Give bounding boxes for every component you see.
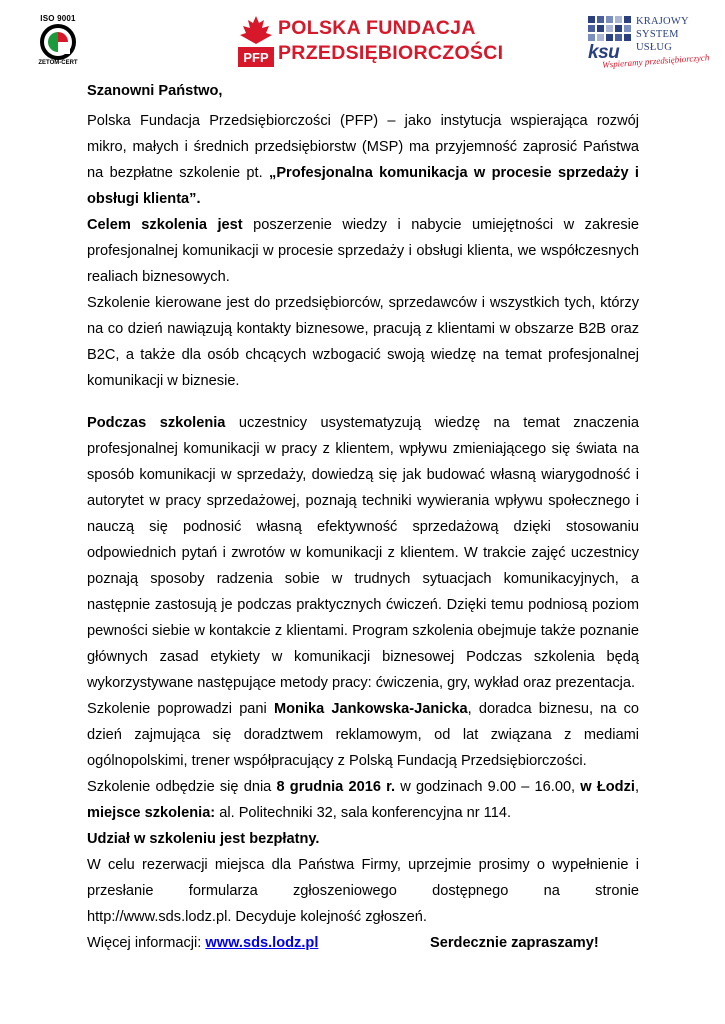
training-place: al. Politechniki 32, sala konferencyjna nr 114. [215,805,512,821]
paragraph-date-place [87,774,639,826]
ksu-word: ksu [588,42,620,63]
greeting-text: Szanowni Państwo, [87,83,223,99]
training-hours: w godzinach 9.00 – 16.00, [395,779,581,795]
program-label: Podczas szkolenia [87,415,226,431]
ksu-line1: KRAJOWY [636,16,689,27]
ksu-logo [588,16,708,72]
paragraph-goal [87,212,639,290]
iso-sub-label: ZETOM-CERT [38,60,78,66]
training-date: 8 grudnia 2016 r. [276,779,396,795]
place-label: miejsce szkolenia: [87,805,216,821]
registration-url-text: http://www.sds.lodz.pl. Decyduje kolejność zgłoszeń. [87,909,427,925]
training-title: „Profesjonalna komunikacja w procesie sprzedaży i obsługi klienta”. [87,165,639,207]
paragraph-program [87,410,639,696]
paragraph-registration-url [87,904,639,930]
ksu-line3: USŁUG [636,42,673,53]
ksu-squares-icon [588,16,632,42]
trainer-name: Monika Jankowska-Janicka [273,701,468,717]
more-info-label: Więcej informacji: [87,935,206,951]
intro-text: Polska Fundacja Przedsiębiorczości (PFP) – jako instytucja wspierająca rozwój mikro, małych i średnich przedsiębiorstw (MSP) ma przyjemność zaprosić Państwa na bezpłatne szkolenie pt. [87,113,639,181]
closing-text: Serdecznie zapraszamy! [430,935,599,951]
paragraph-trainer [87,696,639,774]
audience-text: Szkolenie kierowane jest do przedsiębiorców, sprzedawców i wszystkich tych, którzy na co dzień nawiązują kontakty biznesowe, pracują z klientami w obszarze B2B oraz B2C, a także dla osób chcących wzbogacić swoją wiedzę na temat profesjonalnej komunikacji w biznesie. [87,295,639,389]
free-notice: Udział w szkoleniu jest bezpłatny. [87,831,320,847]
paragraph-audience [87,290,639,394]
paragraph-registration [87,852,639,904]
greeting [87,78,639,104]
iso-certificate-logo [28,14,88,76]
pfp-logo [238,14,504,68]
pfp-mark-text: PFP [243,50,269,65]
trainer-bio: , doradca biznesu, na co dzień zajmująca się doradztwem reklamowym, od lat związana z mediami ogólnopolskimi, trener współpracujący z Polską Fundacją Przedsiębiorczości. [87,701,639,769]
goal-label: Celem szkolenia jest [87,217,243,233]
goal-text: poszerzenie wiedzy i nabycie umiejętności w zakresie profesjonalnej komunikacji w procesie sprzedaży i obsługi klienta, we współczesnych realiach biznesowych. [87,217,639,285]
iso-label: ISO 9001 [40,14,76,23]
ksu-line2: SYSTEM [636,29,679,40]
maple-leaf-icon [238,14,274,68]
registration-text: W celu rezerwacji miejsca dla Państwa Firmy, uprzejmie prosimy o wypełnienie i przesłanie formularza zgłoszeniowego dostępnego na stronie [87,857,639,899]
city-sep: , [634,779,639,795]
pfp-name-line1: POLSKA FUNDACJA [278,17,476,39]
program-text: uczestnicy usystematyzują wiedzę na temat znaczenia profesjonalnej komunikacji w pracy z klientem, wpływu zmieniającego się świata na sposób komunikacji w sprzedaży, dowiedzą się jak budować własną wiarygodność i autorytet w pracy sprzedażowej, poznają techniki wywierania wpływu społecznego i nauczą się podnosić własną efektywność sprzedażową dzięki stosowaniu odpowiednich pytań i zwrotów w komunikacji z klientem. W trakcie zajęć uczestnicy poznają sposoby radzenia sobie w trudnych sytuacjach komunikacyjnych, a następnie zastosują je podczas praktycznych ćwiczeń. Dzięki temu podniosą poziom pewności siebie w kontakcie z klientami. Program szkolenia obejmuje także poznanie głównych zasad etykiety w komunikacji biznesowej Podczas szkolenia będą wykorzystywane następujące metody pracy: ćwiczenia, gry, wykład oraz prezentacja. [87,415,640,691]
paragraph-free [87,826,639,852]
footer-line [87,930,639,956]
pfp-name-line2: PRZEDSIĘBIORCZOŚCI [278,42,504,64]
trainer-intro: Szkolenie poprowadzi pani [87,701,274,717]
zetom-cert-icon [40,24,76,60]
letter-body [87,78,639,956]
date-intro: Szkolenie odbędzie się dnia [87,779,277,795]
website-link[interactable]: www.sds.lodz.pl [205,935,319,951]
letterhead [0,0,725,80]
paragraph-intro [87,108,639,212]
ksu-tagline: Wspieramy przedsiębiorczych [601,52,710,70]
training-city: w Łodzi [580,779,635,795]
